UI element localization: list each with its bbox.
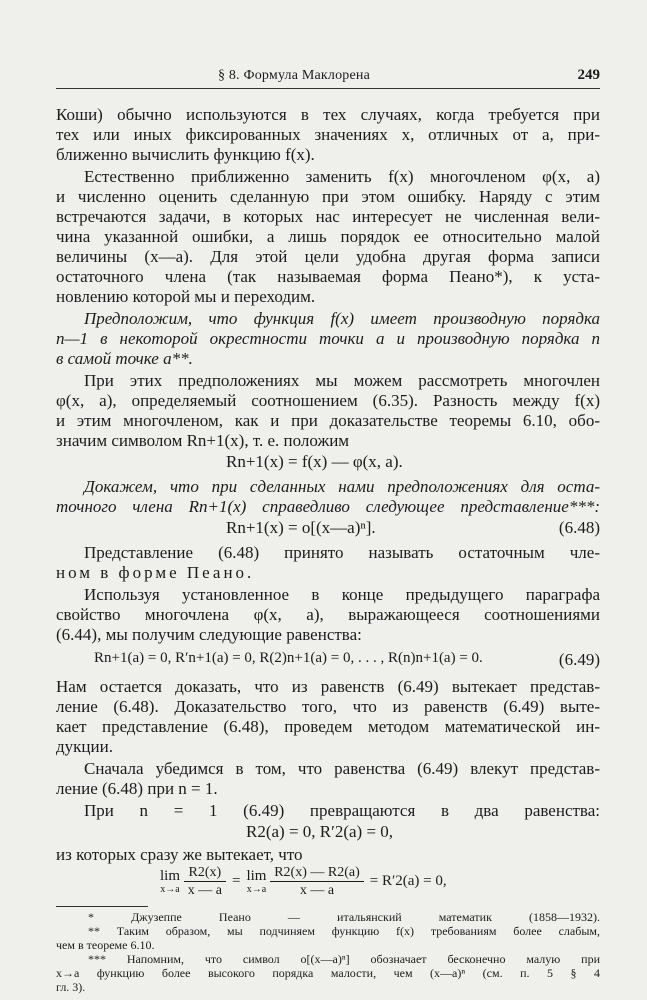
lim-word: lim [246, 867, 267, 884]
text-line: из которых сразу же вытекает, что [56, 845, 303, 864]
footnote: *** Напомним, что символ o[(x—a)ⁿ] обозначает бесконечно малую при [88, 952, 600, 966]
text-line: Естественно приближенно заменить f(x) многочленом φ(x, a) [84, 167, 600, 186]
footnote-rule [56, 906, 148, 907]
italic-line: n—1 в некоторой окрестности точки a и производную порядка n [56, 329, 600, 348]
formula-derivatives-zero: Rn+1(a) = 0, R′n+1(a) = 0, R(2)n+1(a) = 0, . . . , R(n)n+1(a) = 0. [94, 650, 483, 666]
footnote: гл. 3). [56, 980, 86, 994]
lim-word: lim [160, 867, 181, 884]
text-line: свойство многочлена φ(x, a), выражающееся соотношениями [56, 605, 600, 624]
footnote: x→a функцию более высокого порядка малости, чем (x—a)ⁿ (см. п. 5 § 4 [56, 966, 600, 980]
equals-sign: = [231, 872, 241, 889]
text-line: и этим многочленом, как и при доказательстве теоремы 6.10, обо- [56, 411, 600, 430]
text-line: Используя установленное в конце предыдущего параграфа [84, 585, 600, 604]
text-line: новлению которой мы и переходим. [56, 287, 316, 306]
fraction-numerator: R2(x) — R2(a) [270, 864, 364, 882]
text-line: ближенно вычислить функцию f(x). [56, 145, 315, 164]
text-line: ном в форме Пеано. [56, 563, 255, 582]
formula-r2-zero: R2(a) = 0, R′2(a) = 0, [246, 822, 394, 841]
page-number: 249 [577, 67, 600, 83]
limit-operator [246, 868, 266, 896]
text-line: встречаются задачи, в которых нас интересует не численная вели- [56, 207, 600, 226]
lim-subscript: x→a [246, 883, 267, 895]
text-line: кает представление (6.48), проведем методом математической ин- [56, 717, 600, 736]
italic-line: Докажем, что при сделанных нами предположениях для оста- [84, 477, 600, 496]
text-line: и численно оценить сделанную при этом ошибку. Наряду с этим [56, 187, 600, 206]
footnote: ** Таким образом, мы подчиняем функцию f(x) требованиям более слабым, [88, 924, 600, 938]
equation-number-648: (6.48) [558, 518, 600, 537]
formula-limit [160, 864, 447, 899]
text-line: величины (x—a). Для этой цели удобна другая форма записи [56, 247, 600, 266]
text-line: (6.44), мы получим следующие равенства: [56, 625, 362, 644]
text-line: тех или иных фиксированных значениях x, отличных от a, при- [56, 125, 600, 144]
text-line: Нам остается доказать, что из равенств (6.49) вытекает представ- [56, 677, 600, 696]
fraction-denominator: x — a [187, 883, 222, 898]
text-line: Сначала убедимся в том, что равенства (6.49) влекут представ- [84, 759, 600, 778]
italic-line: Предположим, что функция f(x) имеет производную порядка [84, 309, 600, 328]
limit-result: = R′2(a) = 0, [369, 872, 447, 889]
italic-line: точного члена Rn+1(x) справедливо следующее представление***: [56, 497, 600, 516]
fraction-numerator: R2(x) [184, 864, 226, 882]
text-line: ление (6.48) при n = 1. [56, 779, 218, 798]
text-line: φ(x, a), определяемый соотношением (6.35). Разность между f(x) [56, 391, 600, 410]
limit-operator [160, 868, 180, 896]
text-line: ление (6.48). Доказательство того, что из равенств (6.49) выте- [56, 697, 600, 716]
text-line: чина указанной ошибки, а лишь порядок ее относительно малой [56, 227, 600, 246]
footnote: * Джузеппе Пеано — итальянский математик (1858—1932). [88, 910, 600, 924]
text-line: дукции. [56, 737, 113, 756]
lim-subscript: x→a [160, 883, 180, 895]
formula-remainder-def: Rn+1(x) = f(x) — φ(x, a). [226, 452, 403, 471]
text-line: значим символом Rn+1(x), т. е. положим [56, 431, 350, 450]
equation-number-649: (6.49) [558, 650, 600, 669]
text-line: остаточного члена (так называемая форма Пеано*), к уста- [56, 267, 600, 286]
fraction-denominator: x — a [299, 883, 335, 898]
running-header [56, 66, 600, 89]
text-line: При n = 1 (6.49) превращаются в два равенства: [84, 801, 600, 820]
fraction [184, 864, 226, 899]
fraction [270, 864, 364, 899]
section-title: § 8. Формула Маклорена [217, 68, 371, 83]
footnote: чем в теореме 6.10. [56, 938, 155, 952]
text-line: Коши) обычно используются в тех случаях, когда требуется при [56, 105, 600, 124]
text-line: Представление (6.48) принято называть остаточным чле- [84, 543, 600, 562]
formula-peano: Rn+1(x) = o[(x—a)ⁿ]. [226, 518, 376, 537]
text-line: При этих предположениях мы можем рассмотреть многочлен [84, 371, 600, 390]
italic-line: в самой точке a**. [56, 349, 193, 368]
